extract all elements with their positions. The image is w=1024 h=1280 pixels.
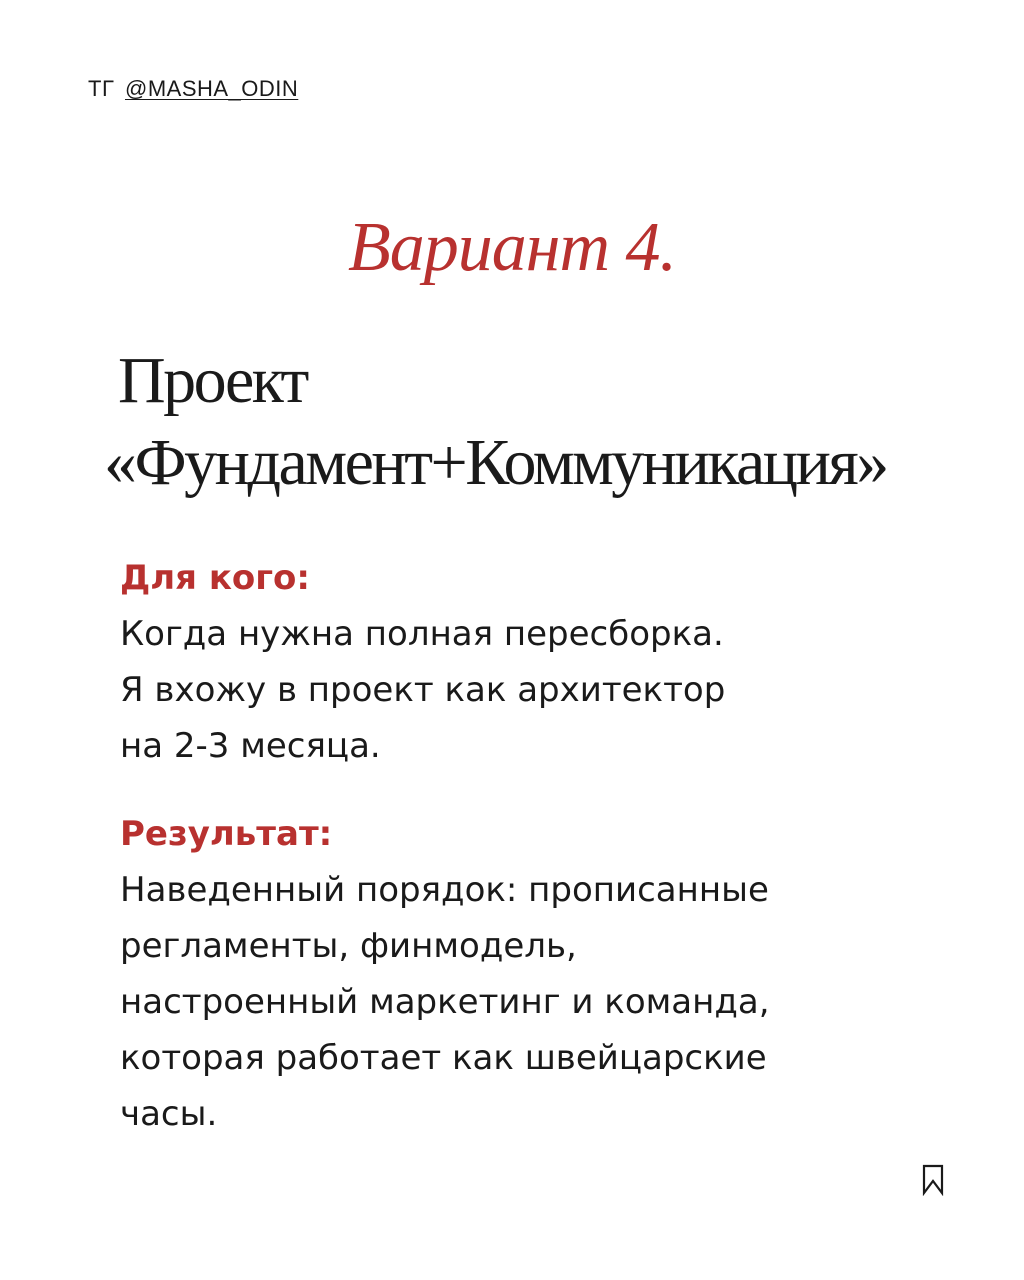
result-text: Наведенный порядок: прописанные регламенты, финмодель, настроенный маркетинг и команда, которая работает как швейцарские часы.: [120, 870, 770, 1134]
bookmark-icon[interactable]: [920, 1164, 946, 1196]
project-title-line2: «Фундамент+Коммуникация»: [104, 426, 887, 499]
result-label: Результат:: [120, 814, 333, 854]
audience-text: Когда нужна полная пересборка. Я вхожу в проект как архитектор на 2-3 месяца.: [120, 614, 726, 766]
handle-prefix: ТГ: [88, 76, 115, 101]
project-title: [104, 340, 887, 504]
project-title-line1: Проект: [118, 344, 307, 417]
variant-heading: Вариант 4.: [347, 209, 677, 286]
audience-section: [120, 550, 940, 774]
audience-label: Для кого:: [120, 558, 311, 598]
result-section: [120, 806, 940, 1142]
handle-link[interactable]: @MASHA_ODIN: [124, 76, 299, 101]
telegram-handle: [88, 76, 298, 102]
